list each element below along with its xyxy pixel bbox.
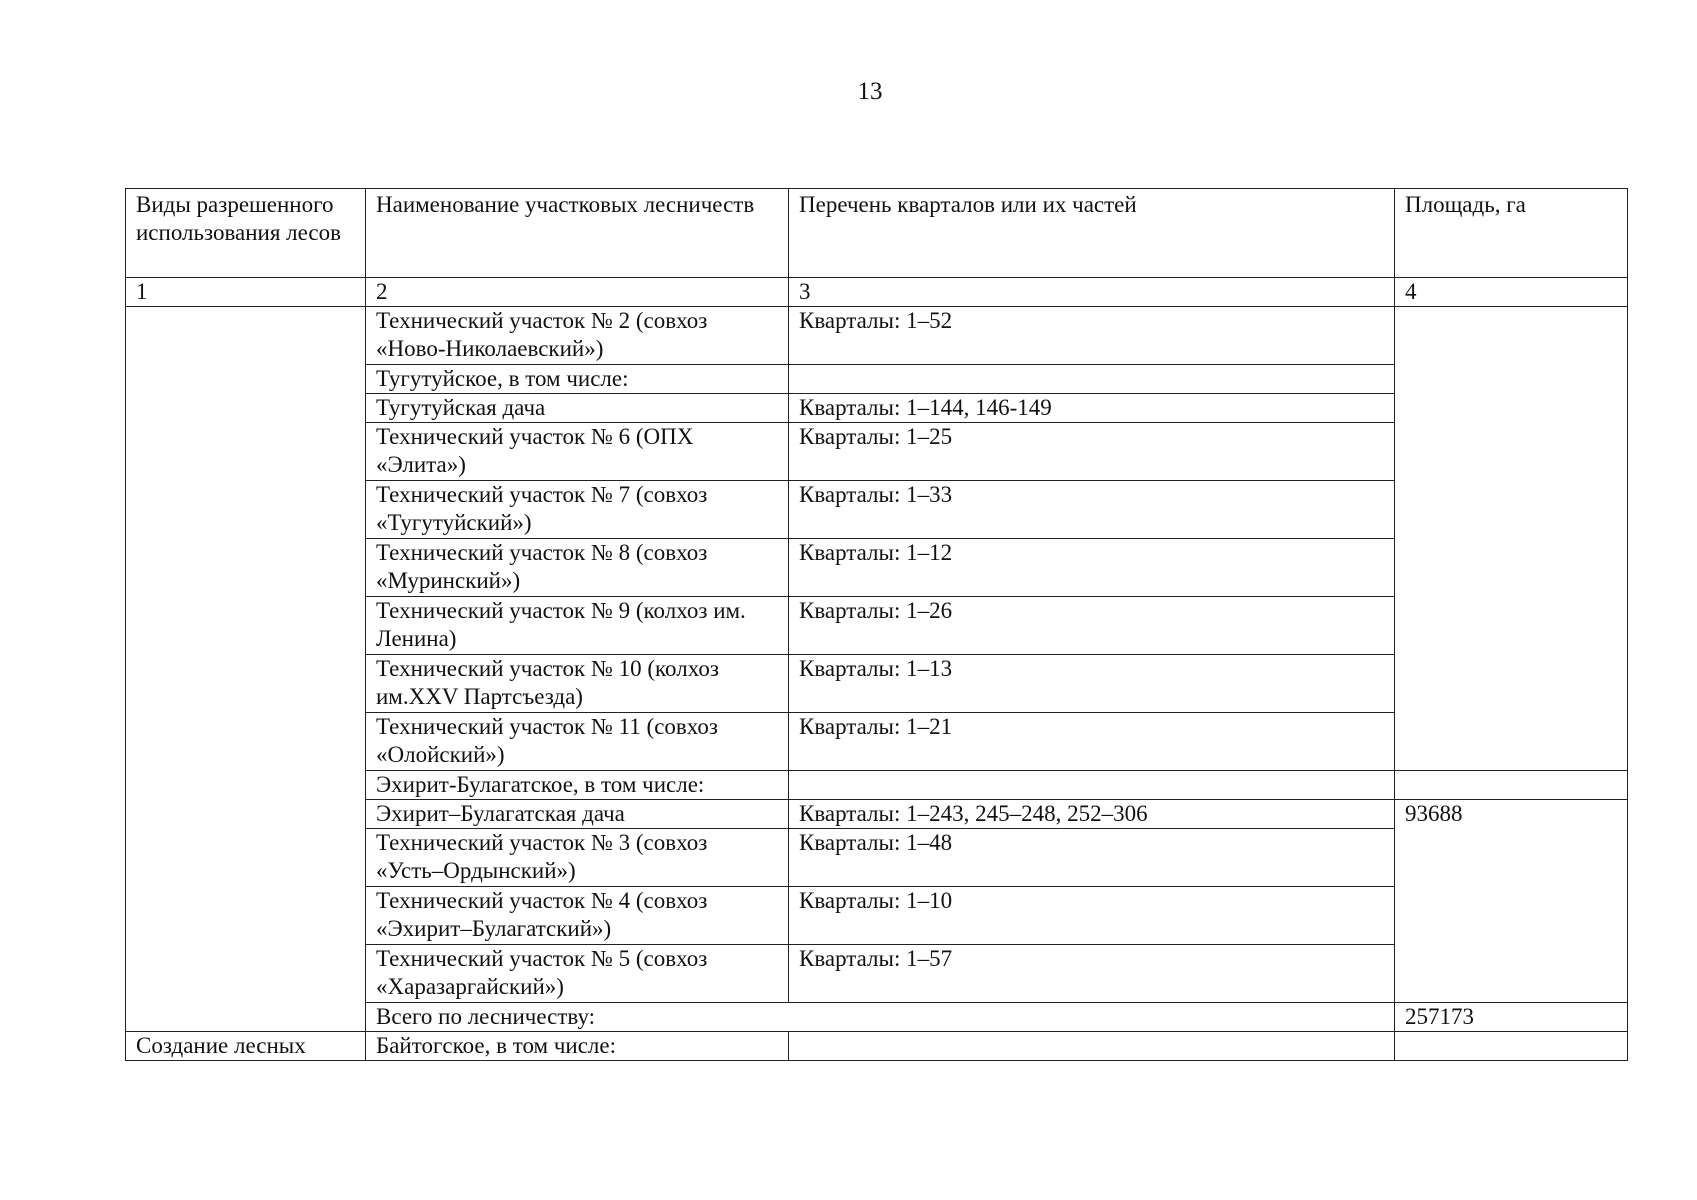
header-row	[126, 189, 1628, 278]
quarters-cell: Кварталы: 1–26	[789, 597, 1395, 655]
header-use-type: Виды разрешенного использования лесов	[126, 189, 366, 278]
forestry-name-cell: Технический участок № 11 (совхоз «Олойский»)	[366, 713, 789, 771]
use-type-cell: Создание лесных	[126, 1032, 366, 1061]
quarters-cell: Кварталы: 1–243, 245–248, 252–306	[789, 800, 1395, 829]
total-label-cell: Всего по лесничеству:	[366, 1003, 1395, 1032]
use-type-cell	[126, 307, 366, 1032]
total-area-cell: 257173	[1395, 1003, 1628, 1032]
column-number-row	[126, 278, 1628, 307]
forestry-name-cell: Тугутуйское, в том числе:	[366, 365, 789, 394]
forestry-name-cell: Технический участок № 3 (совхоз «Усть–Ордынский»)	[366, 829, 789, 887]
page-number: 13	[857, 78, 883, 105]
forestry-name-cell: Технический участок № 5 (совхоз «Харазаргайский»)	[366, 945, 789, 1003]
column-number: 2	[366, 278, 789, 307]
forestry-name-cell: Технический участок № 4 (совхоз «Эхирит–Булагатский»)	[366, 887, 789, 945]
quarters-cell	[789, 365, 1395, 394]
quarters-cell	[789, 1032, 1395, 1061]
header-forestry-name: Наименование участковых лесничеств	[366, 189, 789, 278]
table-row	[126, 307, 1628, 365]
forest-use-table	[125, 188, 1628, 1061]
table-row	[126, 1032, 1628, 1061]
forestry-name-cell: Технический участок № 8 (совхоз «Муринский»)	[366, 539, 789, 597]
column-number: 3	[789, 278, 1395, 307]
forestry-name-cell: Технический участок № 6 (ОПХ «Элита»)	[366, 423, 789, 481]
forestry-name-cell: Технический участок № 9 (колхоз им. Ленина)	[366, 597, 789, 655]
column-number: 4	[1395, 278, 1628, 307]
area-value-cell: 93688	[1395, 800, 1628, 1003]
quarters-cell: Кварталы: 1–12	[789, 539, 1395, 597]
quarters-cell: Кварталы: 1–144, 146-149	[789, 394, 1395, 423]
quarters-cell: Кварталы: 1–33	[789, 481, 1395, 539]
quarters-cell: Кварталы: 1–13	[789, 655, 1395, 713]
forestry-name-cell: Технический участок № 7 (совхоз «Тугутуйский»)	[366, 481, 789, 539]
quarters-cell: Кварталы: 1–57	[789, 945, 1395, 1003]
area-cell	[1395, 307, 1628, 771]
quarters-cell: Кварталы: 1–21	[789, 713, 1395, 771]
forestry-name-cell: Технический участок № 2 (совхоз «Ново-Николаевский»)	[366, 307, 789, 365]
quarters-cell: Кварталы: 1–48	[789, 829, 1395, 887]
area-cell	[1395, 771, 1628, 800]
quarters-cell: Кварталы: 1–25	[789, 423, 1395, 481]
area-cell	[1395, 1032, 1628, 1061]
quarters-cell	[789, 771, 1395, 800]
forestry-name-cell: Тугутуйская дача	[366, 394, 789, 423]
quarters-cell: Кварталы: 1–10	[789, 887, 1395, 945]
column-number: 1	[126, 278, 366, 307]
forestry-name-cell: Эхирит-Булагатское, в том числе:	[366, 771, 789, 800]
forestry-name-cell: Технический участок № 10 (колхоз им.XXV Партсъезда)	[366, 655, 789, 713]
forestry-name-cell: Байтогское, в том числе:	[366, 1032, 789, 1061]
header-quarters-list: Перечень кварталов или их частей	[789, 189, 1395, 278]
quarters-cell: Кварталы: 1–52	[789, 307, 1395, 365]
forestry-name-cell: Эхирит–Булагатская дача	[366, 800, 789, 829]
header-area: Площадь, га	[1395, 189, 1628, 278]
